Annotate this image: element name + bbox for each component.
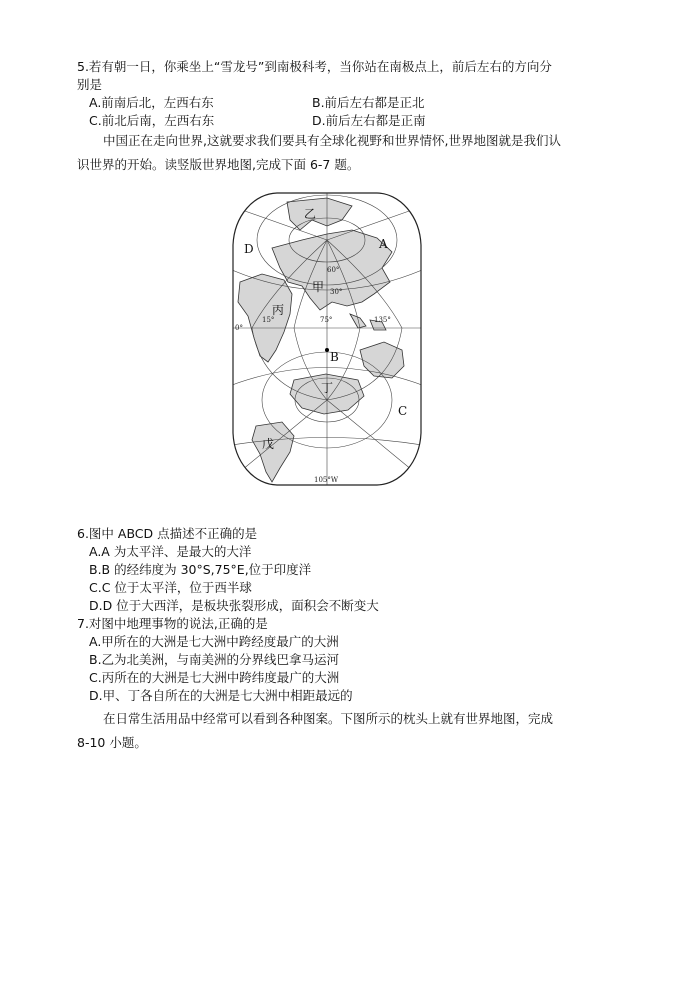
q7-option-c: C.丙所在的大洲是七大洲中跨纬度最广的大洲: [89, 670, 340, 685]
q6-option-a: A.A 为太平洋、是最大的大洋: [89, 544, 252, 559]
label-wu: 戊: [262, 437, 275, 451]
q7-option-a: A.甲所在的大洲是七大洲中跨经度最广的大洲: [89, 634, 339, 649]
q6-option-b: B.B 的经纬度为 30°S,75°E,位于印度洋: [89, 562, 312, 577]
q5-option-d: D.前后左右都是正南: [312, 113, 426, 128]
q6-option-c: C.C 位于太平洋，位于西半球: [89, 580, 252, 595]
q5-option-c: C.前北后南，左西右东: [89, 113, 215, 128]
intro1-line2: 识世界的开始。读竖版世界地图,完成下面 6-7 题。: [77, 157, 360, 172]
q7-stem: 7.对图中地理事物的说法,正确的是: [77, 616, 268, 631]
q5-option-b: B.前后左右都是正北: [312, 95, 425, 110]
q5-stem-line2: 别是: [77, 77, 103, 92]
label-b: B: [330, 350, 339, 364]
label-ding: 丁: [321, 381, 334, 395]
tick-lon0: 0°: [235, 324, 243, 332]
q7-option-d: D.甲、丁各自所在的大洲是七大洲中相距最远的: [89, 688, 353, 703]
q6-stem: 6.图中 ABCD 点描述不正确的是: [77, 526, 258, 541]
q7-option-b: B.乙为北美洲，与南美洲的分界线巴拿马运河: [89, 652, 340, 667]
label-bing: 丙: [272, 303, 285, 317]
label-jia: 甲: [312, 280, 325, 294]
tick-lon15: 15°: [262, 316, 275, 324]
tick-lon135: 135°: [374, 316, 391, 324]
point-b-marker: [325, 348, 329, 352]
intro2-line1: 在日常生活用品中经常可以看到各种图案。下图所示的枕头上就有世界地图，完成: [103, 711, 554, 726]
label-d: D: [244, 242, 254, 256]
intro1-line1: 中国正在走向世界,这就要求我们要具有全球化视野和世界情怀,世界地图就是我们认: [103, 133, 561, 148]
tick-lat60: 60°: [327, 266, 340, 274]
tick-lon105w: 105°W: [314, 476, 339, 484]
q5-stem-line1: 5.若有朝一日，你乘坐上“雪龙号”到南极科考，当你站在南极点上，前后左右的方向分: [77, 59, 552, 74]
tick-lat30: 30°: [330, 288, 343, 296]
label-c: C: [398, 404, 408, 418]
world-map-figure: [232, 190, 422, 488]
q5-option-a: A.前南后北，左西右东: [89, 95, 214, 110]
label-yi: 乙: [304, 207, 317, 221]
intro2-line2: 8-10 小题。: [77, 735, 147, 750]
q6-option-d: D.D 位于大西洋，是板块张裂形成，面积会不断变大: [89, 598, 379, 613]
label-a: A: [379, 237, 388, 251]
tick-lon75: 75°: [320, 316, 333, 324]
